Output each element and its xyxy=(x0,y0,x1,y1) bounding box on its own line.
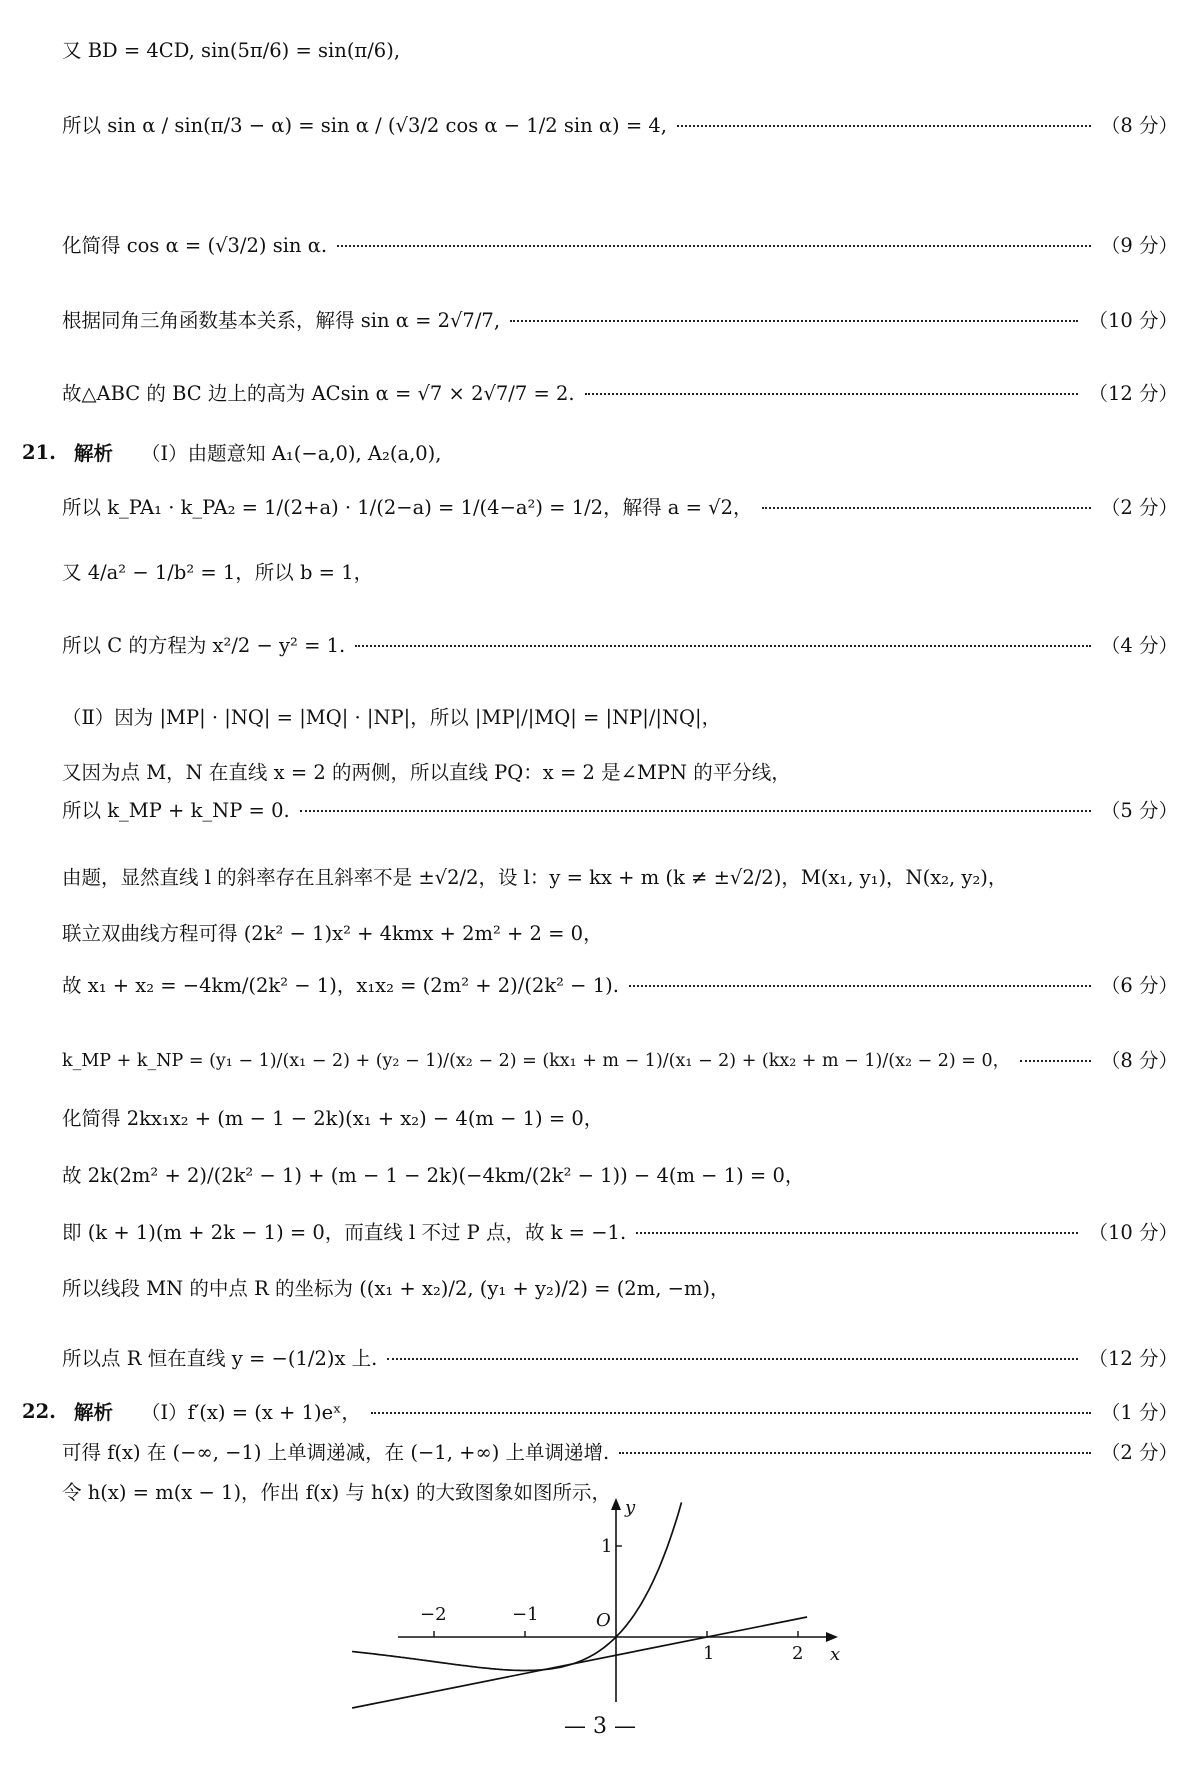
score-points: （8 分） xyxy=(1100,1049,1178,1072)
dot-leader xyxy=(510,320,1078,322)
dot-leader xyxy=(387,1358,1078,1360)
line-text: k_MP + k_NP = (y₁ − 1)/(x₁ − 2) + (y₂ − 1)/(x₂ − 2) = (kx₁ + m − 1)/(x₁ − 2) + (kx₂ + m − 1)/(x₂ − 2) = 0， xyxy=(62,1050,1011,1071)
solution-line xyxy=(62,1437,1178,1465)
line-text: 又因为点 M，N 在直线 x = 2 的两侧，所以直线 PQ：x = 2 是∠MPN 的平分线， xyxy=(62,761,791,784)
line-text: 又 4/a² − 1/b² = 1，所以 b = 1， xyxy=(62,561,374,584)
dot-leader xyxy=(585,393,1079,395)
line-text: （Ⅰ）f′(x) = (x + 1)eˣ， xyxy=(140,1401,361,1424)
solution-line xyxy=(62,1045,1178,1073)
origin-label: O xyxy=(596,1610,611,1631)
line-text: 所以 C 的方程为 x²/2 − y² = 1. xyxy=(62,634,346,657)
line-text: 化简得 cos α = (√3/2) sin α. xyxy=(62,234,328,257)
solution-line xyxy=(62,378,1178,406)
solution-line xyxy=(62,230,1178,258)
solution-line xyxy=(62,795,1178,823)
x-axis-arrow xyxy=(826,1632,838,1642)
question-21-header xyxy=(22,438,1178,466)
question-22-header xyxy=(22,1397,1178,1425)
solution-line xyxy=(62,630,1178,658)
dot-leader xyxy=(371,1412,1091,1414)
dot-leader xyxy=(619,1452,1091,1454)
dot-leader xyxy=(1020,1060,1091,1062)
solution-line xyxy=(62,970,1178,998)
line-text: 化简得 2kx₁x₂ + (m − 1 − 2k)(x₁ + x₂) − 4(m − 1) = 0， xyxy=(62,1107,604,1130)
line-text: 所以 k_MP + k_NP = 0. xyxy=(62,799,290,822)
solution-line xyxy=(62,1477,1178,1505)
solution-line xyxy=(62,1273,1178,1301)
solution-line xyxy=(62,1217,1178,1245)
line-text: 故△ABC 的 BC 边上的高为 ACsin α = √7 × 2√7/7 = 2. xyxy=(62,382,575,405)
dot-leader xyxy=(337,245,1091,247)
solution-line xyxy=(62,557,1178,585)
x-tick-label: −1 xyxy=(512,1604,539,1625)
score-points: （2 分） xyxy=(1100,1441,1178,1464)
dot-leader xyxy=(355,645,1091,647)
solution-line xyxy=(62,862,1178,890)
solution-line xyxy=(62,918,1178,946)
line-text: （Ⅱ）因为 |MP| · |NQ| = |MQ| · |NP|，所以 |MP|/|MQ| = |NP|/|NQ|， xyxy=(62,706,722,729)
score-points: （10 分） xyxy=(1088,309,1178,332)
solution-line xyxy=(62,35,1178,63)
x-axis-label: x xyxy=(830,1644,841,1665)
line-text: 所以线段 MN 的中点 R 的坐标为 ((x₁ + x₂)/2, (y₁ + y₂)/2) = (2m, −m)， xyxy=(62,1277,730,1300)
curve-f xyxy=(352,1502,681,1670)
dot-leader xyxy=(300,810,1091,812)
score-points: （2 分） xyxy=(1100,496,1178,519)
solution-line xyxy=(62,110,1178,138)
question-number: 21. xyxy=(22,440,56,464)
score-points: （12 分） xyxy=(1088,382,1178,405)
score-points: （9 分） xyxy=(1100,234,1178,257)
solution-line xyxy=(62,1160,1178,1188)
analysis-label: 解析 xyxy=(73,1401,113,1424)
score-points: （1 分） xyxy=(1100,1401,1178,1424)
line-text: 可得 f(x) 在 (−∞, −1) 上单调递减，在 (−1, +∞) 上单调递增. xyxy=(62,1441,610,1464)
question-number: 22. xyxy=(22,1399,56,1423)
score-points: （12 分） xyxy=(1088,1347,1178,1370)
line-text: 故 x₁ + x₂ = −4km/(2k² − 1)，x₁x₂ = (2m² + 2)/(2k² − 1). xyxy=(62,974,619,997)
y-axis-label: y xyxy=(625,1497,636,1518)
line-text: 所以点 R 恒在直线 y = −(1/2)x 上. xyxy=(62,1347,378,1370)
line-text: 根据同角三角函数基本关系，解得 sin α = 2√7/7, xyxy=(62,309,501,332)
line-text: 故 2k(2m² + 2)/(2k² − 1) + (m − 1 − 2k)(−4km/(2k² − 1)) − 4(m − 1) = 0， xyxy=(62,1164,805,1187)
line-text: 又 BD = 4CD, sin(5π/6) = sin(π/6), xyxy=(62,39,401,62)
line-text: （Ⅰ）由题意知 A₁(−a,0), A₂(a,0), xyxy=(140,442,442,465)
y-tick-label: 1 xyxy=(601,1536,613,1557)
dot-leader xyxy=(677,125,1091,127)
dot-leader xyxy=(636,1232,1078,1234)
score-points: （8 分） xyxy=(1100,114,1178,137)
line-text: 即 (k + 1)(m + 2k − 1) = 0，而直线 l 不过 P 点，故 k = −1. xyxy=(62,1221,627,1244)
solution-line xyxy=(62,1103,1178,1131)
score-points: （5 分） xyxy=(1100,799,1178,822)
line-text: 所以 sin α / sin(π/3 − α) = sin α / (√3/2 cos α − 1/2 sin α) = 4, xyxy=(62,114,668,137)
line-text: 由题，显然直线 l 的斜率存在且斜率不是 ±√2/2，设 l：y = kx + m (k ≠ ±√2/2)，M(x₁, y₁)，N(x₂, y₂)， xyxy=(62,866,1008,889)
analysis-label: 解析 xyxy=(73,442,113,465)
x-tick-label: 2 xyxy=(792,1643,804,1664)
score-points: （10 分） xyxy=(1088,1221,1178,1244)
line-text: 令 h(x) = m(x − 1)，作出 f(x) 与 h(x) 的大致图象如图所示， xyxy=(62,1481,612,1504)
solution-line xyxy=(62,757,1178,785)
solution-line xyxy=(62,702,1178,730)
line-text: 所以 k_PA₁ · k_PA₂ = 1/(2+a) · 1/(2−a) = 1/(4−a²) = 1/2，解得 a = √2， xyxy=(62,496,753,519)
curve-h xyxy=(352,1617,807,1708)
solution-line xyxy=(62,492,1178,520)
score-points: （6 分） xyxy=(1100,974,1178,997)
dot-leader xyxy=(762,507,1090,509)
line-text: 联立双曲线方程可得 (2k² − 1)x² + 4kmx + 2m² + 2 = 0， xyxy=(62,922,603,945)
solution-line xyxy=(62,1343,1178,1371)
x-tick-label: 1 xyxy=(703,1643,715,1664)
dot-leader xyxy=(629,985,1091,987)
page-number: — 3 — xyxy=(564,1714,636,1739)
score-points: （4 分） xyxy=(1100,634,1178,657)
solution-line xyxy=(62,305,1178,333)
x-tick-label: −2 xyxy=(420,1604,447,1625)
